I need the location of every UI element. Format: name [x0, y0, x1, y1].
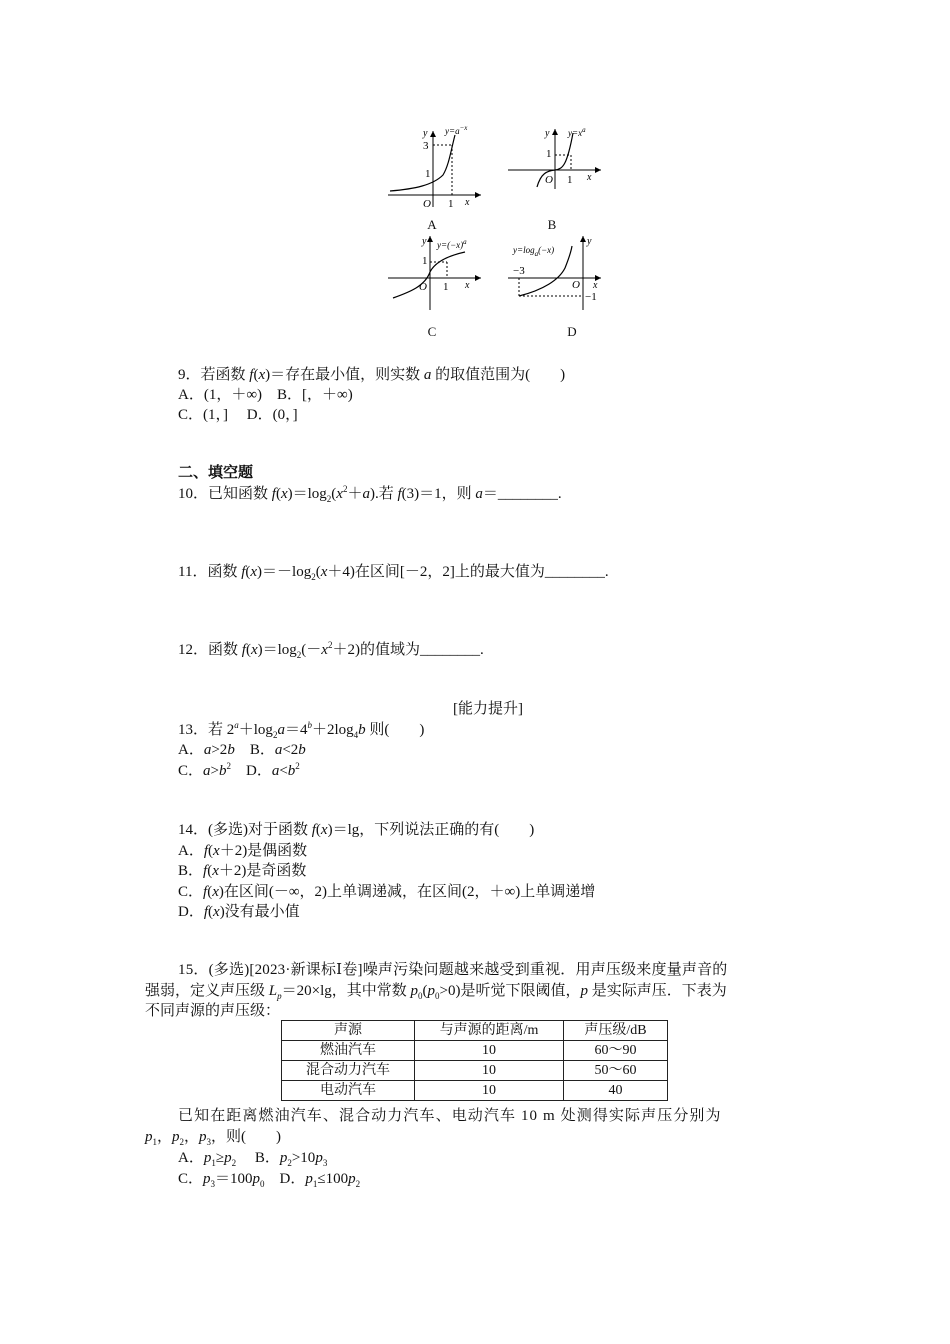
tick-x1: 1 [443, 281, 449, 293]
label-curve: $y=\log_a(-x)$ [513, 245, 555, 258]
tick-x1: 1 [567, 174, 573, 186]
tick-3: 3 [423, 140, 429, 152]
q15-options-cd: C．$p_3=100p_0$ D．$p_1\le 100p_2$ [178, 1171, 361, 1189]
label-curve: $y=(-x)^a$ [437, 238, 467, 250]
q15-line2: 强弱，定义声压级 $L_p=20\times\lg$，其中常数 $p_0(p_0>0)$是听觉下限阈值，p 是实际声压．下表为 [145, 983, 727, 1001]
q9-options-ab: A．(1，＋∞) B．[，＋∞) [178, 387, 353, 403]
label-curve: $y=a^{-x}$ [445, 125, 468, 136]
curve-c [393, 252, 465, 298]
graph-d [505, 232, 605, 312]
q15-options-ab: A．$p_1\ge p_2$ B．$p_2>10p_3$ [178, 1150, 328, 1168]
y-arrow [430, 131, 436, 137]
graph-b-label: B [547, 217, 557, 232]
q14-option-d: D．f(x)没有最小值 [178, 904, 300, 920]
sound-source-table [281, 1020, 668, 1101]
label-x: x [465, 280, 470, 291]
q12-stem: 12．函数 $f(x)=\log_2(-x^2+2)$的值域为________. [178, 640, 484, 660]
label-y: y [422, 236, 427, 247]
q14-stem: 14．(多选)对于函数 f(x)＝lg，下列说法正确的有( ) [178, 822, 535, 838]
label-curve: $y=x^a$ [568, 126, 586, 138]
label-y: y [587, 236, 592, 247]
table-header-row [282, 1021, 668, 1041]
x-arrow [595, 167, 601, 173]
table-cell: 10 [415, 1061, 564, 1081]
q13-options-ab: A．a>2b B．a<2b [178, 742, 306, 758]
table-row [282, 1061, 668, 1081]
table-cell: 50～60 [564, 1061, 668, 1081]
q10-stem: 10．已知函数 $f(x)=\log_2(x^2+a)$.若 f(3)＝1，则 a＝________. [178, 484, 562, 504]
q9-options-cd: C．(1，] D．(0，] [178, 407, 298, 423]
section-title-fill-in: 二、填空题 [178, 465, 254, 481]
q9-stem: 9．若函数 f(x)＝存在最小值，则实数 a 的取值范围为( ) [178, 367, 566, 383]
table-row [282, 1041, 668, 1061]
tick-x1: 1 [448, 198, 454, 210]
tick-1: 1 [425, 168, 431, 180]
origin: O [423, 198, 431, 210]
q14-option-b: B．f(x＋2)是奇函数 [178, 863, 307, 879]
tick-m1: −1 [585, 291, 597, 303]
graph-d-label: D [567, 324, 577, 339]
x-arrow [475, 192, 481, 198]
table-cell: 燃油汽车 [282, 1041, 415, 1061]
table-cell: 电动汽车 [282, 1081, 415, 1101]
graph-a-label: A [427, 217, 437, 232]
label-x: x [587, 172, 592, 183]
table-row [282, 1081, 668, 1101]
q15-line1: 15．(多选)[2023·新课标Ⅰ卷]噪声污染问题越来越受到重视．用声压级来度量声音的 [178, 962, 728, 978]
table-cell: 60～90 [564, 1041, 668, 1061]
label-y: y [545, 128, 550, 139]
origin: O [545, 174, 553, 186]
tick-m3: −3 [513, 265, 525, 277]
table-cell: 10 [415, 1041, 564, 1061]
table-cell: 10 [415, 1081, 564, 1101]
q15-line3: 不同声源的声压级： [145, 1003, 281, 1019]
graph-c-label: C [427, 324, 437, 339]
graph-b [505, 125, 605, 190]
tick-1: 1 [422, 255, 428, 267]
x-arrow [475, 275, 481, 281]
label-x: x [593, 280, 598, 291]
q15-after-line2: $p_1$，$p_2$，$p_3$，则( ) [145, 1129, 282, 1147]
q14-option-a: A．f(x＋2)是偶函数 [178, 843, 308, 859]
table-header: 声源 [282, 1021, 415, 1041]
y-arrow [552, 129, 558, 135]
q11-stem: 11．函数 $f(x)=-\log_2(x+4)$在区间[－2，2]上的最大值为________. [178, 564, 609, 582]
q15-after-line1: 已知在距离燃油汽车、混合动力汽车、电动汽车 10 m 处测得实际声压分别为 [178, 1108, 722, 1124]
graph-a [385, 125, 485, 210]
origin: O [419, 281, 427, 293]
y-arrow [427, 236, 433, 242]
graph-c [385, 232, 485, 312]
table-header: 与声源的距离/m [415, 1021, 564, 1041]
q14-option-c: C．f(x)在区间(－∞，2)上单调递减，在区间(2，＋∞)上单调递增 [178, 884, 596, 900]
table-cell: 40 [564, 1081, 668, 1101]
table-cell: 混合动力汽车 [282, 1061, 415, 1081]
label-x: x [465, 197, 470, 208]
section-ability: [能力提升] [453, 701, 523, 717]
tick-1: 1 [546, 148, 552, 160]
label-y: y [423, 128, 428, 139]
q13-stem: 13．若 $2^a+\log_2a=4^b+2\log_4b$ 则( ) [178, 720, 425, 740]
y-arrow [580, 236, 586, 242]
table-header: 声压级/dB [564, 1021, 668, 1041]
q13-options-cd: C．$a>b^2$ D．$a<b^2$ [178, 761, 300, 779]
origin: O [572, 279, 580, 291]
